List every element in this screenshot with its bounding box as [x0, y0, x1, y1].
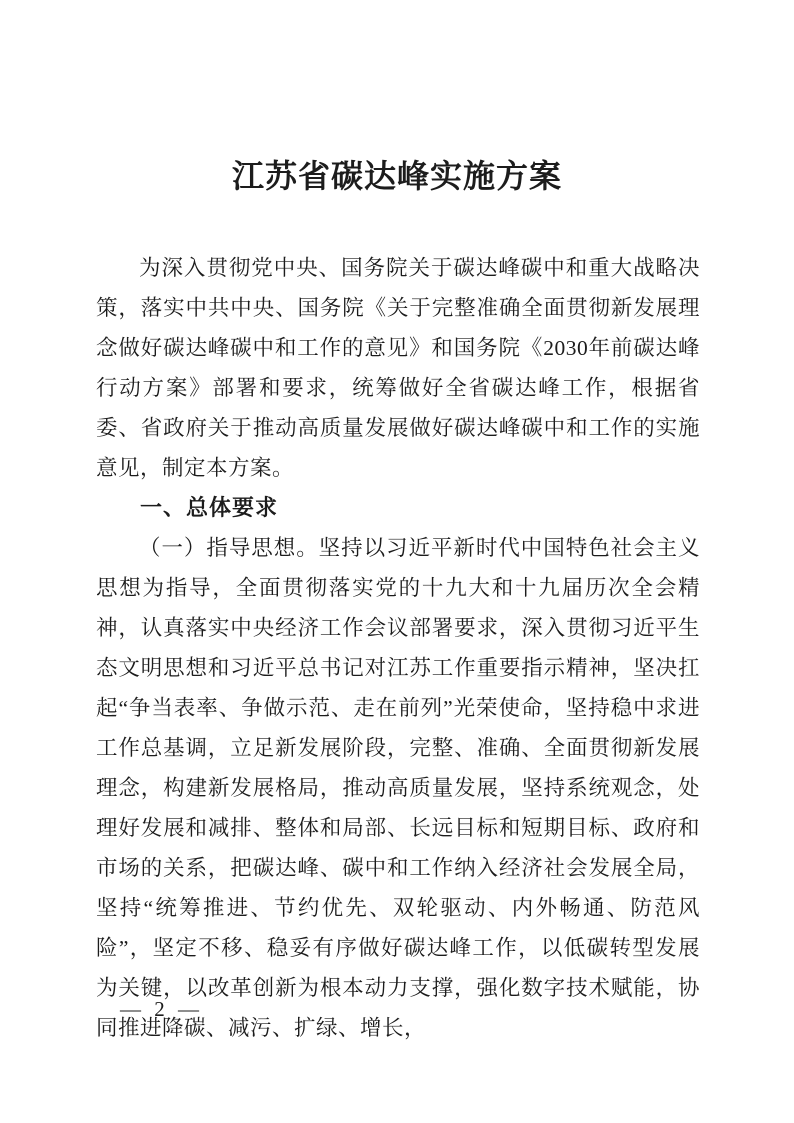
section-heading-overall-requirements: 一、总体要求	[140, 495, 279, 520]
page-title: 江苏省碳达峰实施方案	[231, 158, 562, 194]
guiding-thought-text: 坚持以习近平新时代中国特色社会主义思想为指导，全面贯彻落实党的十九大和十九届历次全会精神，认真落实中央经济工作会议部署要求，深入贯彻习近平生态文明思想和习近平总书记对江苏工作重要指示精神，坚决扛起“争当表率、争做示范、走在前列”光荣使命，坚持稳中求进工作总基调，立足新发展阶段，完整、准确、全面贯彻新发展理念，构建新发展格局，推动高质量发展，坚持系统观念，处理好发展和减排、整体和局部、长远目标和短期目标、政府和市场的关系，把碳达峰、碳中和工作纳入经济社会发展全局，坚持“统筹推进、节约优先、双轮驱动、内外畅通、防范风险”，坚定不移、稳妥有序做好碳达峰工作，以低碳转型发展为关键，以改革创新为根本动力支撑，强化数字技术赋能，协同推进降碳、减污、扩绿、增长，	[96, 536, 700, 1040]
document-body	[96, 248, 700, 1048]
intro-paragraph: 为深入贯彻党中央、国务院关于碳达峰碳中和重大战略决策，落实中共中央、国务院《关于完整准确全面贯彻新发展理念做好碳达峰碳中和工作的意见》和国务院《2030年前碳达峰行动方案》部署和要求，统筹做好全省碳达峰工作，根据省委、省政府关于推动高质量发展做好碳达峰碳中和工作的实施意见，制定本方案。	[96, 256, 700, 480]
page-number: — 2 —	[120, 997, 203, 1021]
guiding-thought-paragraph	[96, 528, 700, 1048]
guiding-thought-lead: （一）指导思想。	[139, 536, 319, 560]
